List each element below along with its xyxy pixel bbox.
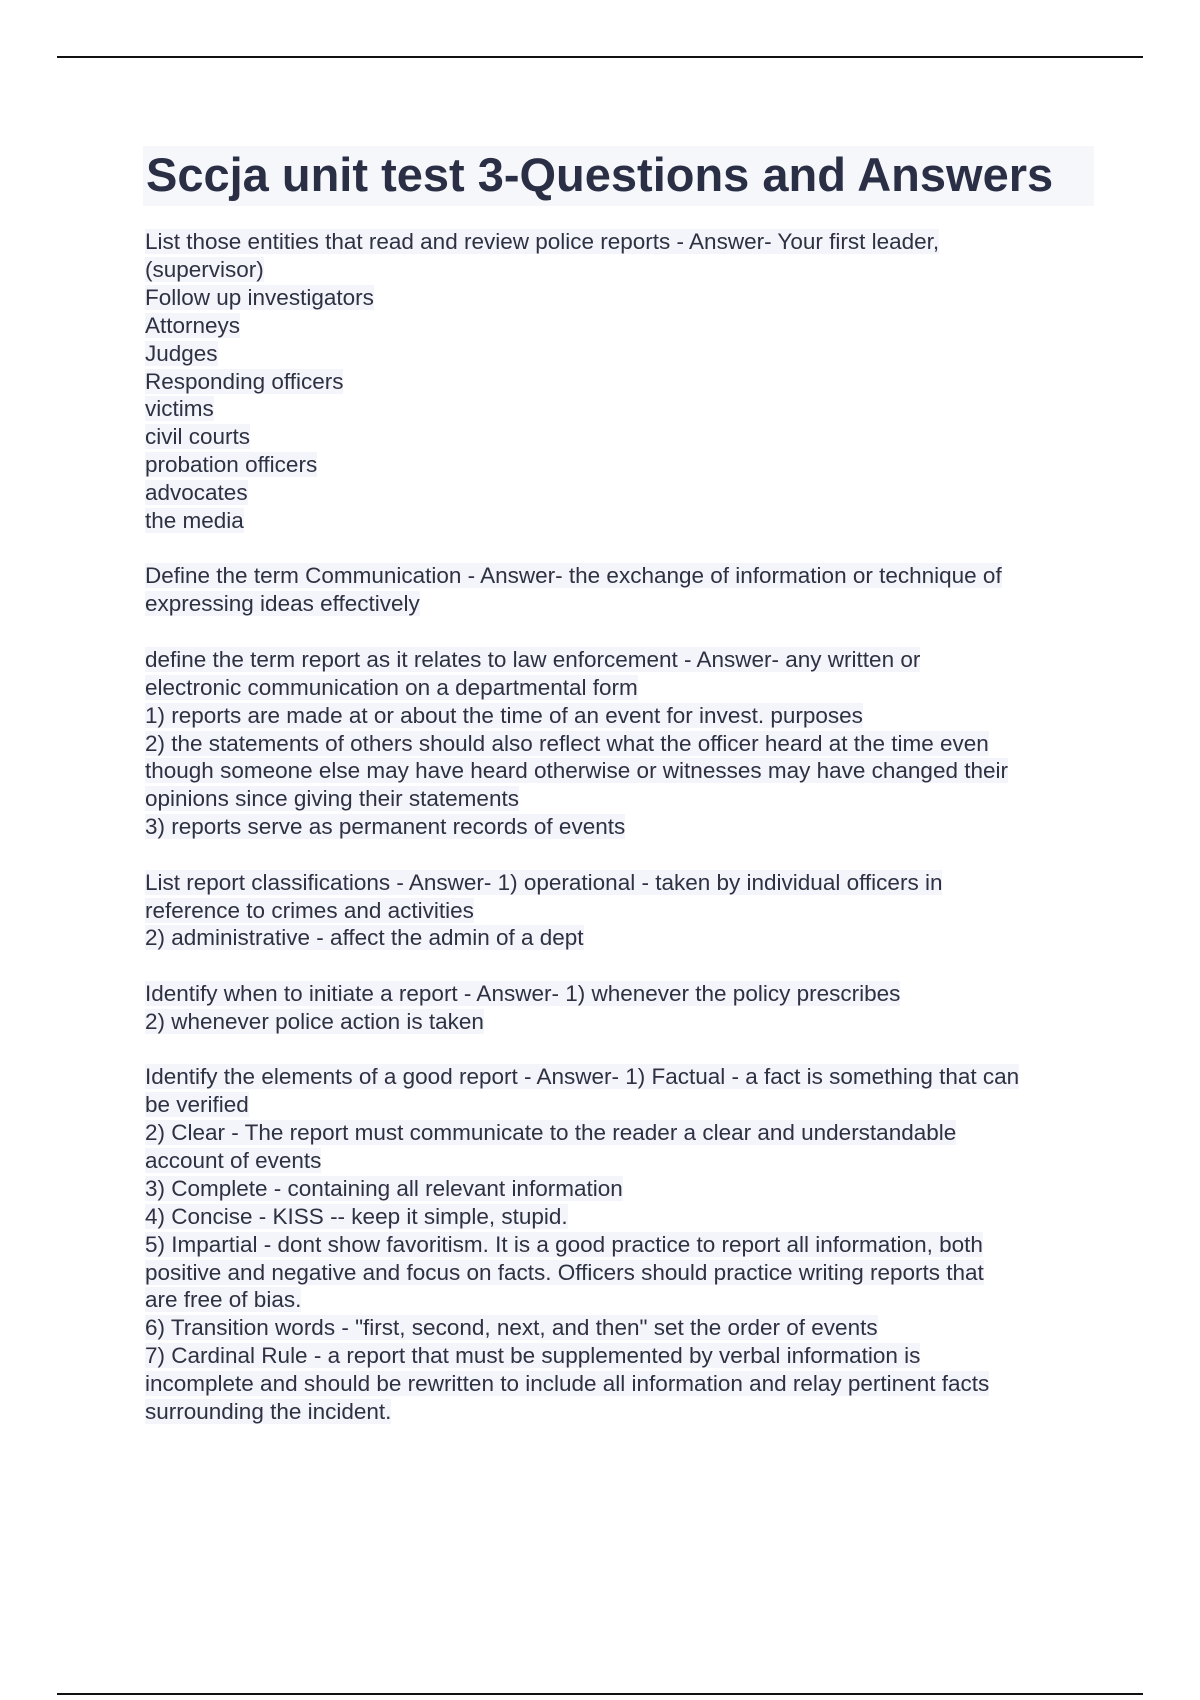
text-line: List report classifications - Answer- 1) operational - taken by individual officers in <box>145 869 943 895</box>
text-line: 2) the statements of others should also reflect what the officer heard at the time even <box>145 730 989 756</box>
text-line: List those entities that read and review police reports - Answer- Your first leader, <box>145 229 940 254</box>
page-title: Sccja unit test 3-Questions and Answers <box>143 146 1094 206</box>
qa-block-communication <box>145 562 1095 618</box>
text-line: civil courts <box>145 424 251 450</box>
text-line: incomplete and should be rewritten to include all information and relay pertinent facts <box>145 1371 990 1397</box>
qa-block-good-report <box>145 1063 1095 1426</box>
text-line: though someone else may have heard otherwise or witnesses may have changed their <box>145 758 1008 784</box>
text-line: 3) Complete - containing all relevant information <box>145 1175 623 1201</box>
text-line: probation officers <box>145 452 318 478</box>
text-line: Identify when to initiate a report - Answer- 1) whenever the policy prescribes <box>145 980 901 1006</box>
text-line: opinions since giving their statements <box>145 786 519 812</box>
text-line: Responding officers <box>145 368 344 394</box>
text-line: are free of bias. <box>145 1287 302 1313</box>
text-line: 2) Clear - The report must communicate to the reader a clear and understandable <box>145 1119 957 1145</box>
text-line: electronic communication on a departmental form <box>145 674 638 700</box>
text-line: 3) reports serve as permanent records of events <box>145 814 626 840</box>
text-line: advocates <box>145 480 248 506</box>
text-line: be verified <box>145 1092 249 1118</box>
text-line: 7) Cardinal Rule - a report that must be supplemented by verbal information is <box>145 1343 921 1369</box>
text-line: Define the term Communication - Answer- the exchange of information or technique of <box>145 563 1002 589</box>
text-line: Judges <box>145 340 218 366</box>
text-line: the media <box>145 508 244 534</box>
text-line: Identify the elements of a good report - Answer- 1) Factual - a fact is something that can <box>145 1064 1020 1090</box>
text-line: 2) whenever police action is taken <box>145 1008 484 1034</box>
qa-content <box>145 228 1095 1453</box>
text-line: victims <box>145 396 214 422</box>
text-line: reference to crimes and activities <box>145 897 474 923</box>
text-line: account of events <box>145 1147 322 1173</box>
text-line: positive and negative and focus on facts. Officers should practice writing reports that <box>145 1259 984 1285</box>
text-line: surrounding the incident. <box>145 1399 392 1425</box>
qa-block-classifications <box>145 869 1095 953</box>
top-rule <box>57 56 1143 58</box>
text-line: 2) administrative - affect the admin of a dept <box>145 925 584 951</box>
text-line: expressing ideas effectively <box>145 591 420 617</box>
text-line: 1) reports are made at or about the time of an event for invest. purposes <box>145 702 863 728</box>
bottom-rule <box>57 1693 1143 1695</box>
qa-block-entities <box>145 228 1095 535</box>
text-line: 4) Concise - KISS -- keep it simple, stupid. <box>145 1203 568 1229</box>
text-line: Attorneys <box>145 312 241 338</box>
text-line: (supervisor) <box>145 256 264 282</box>
text-line: define the term report as it relates to law enforcement - Answer- any written or <box>145 646 921 672</box>
qa-block-report-definition <box>145 646 1095 841</box>
text-line: 6) Transition words - "first, second, next, and then" set the order of events <box>145 1315 878 1341</box>
qa-block-initiate-report <box>145 980 1095 1036</box>
text-line: Follow up investigators <box>145 284 374 310</box>
text-line: 5) Impartial - dont show favoritism. It is a good practice to report all information, both <box>145 1231 983 1257</box>
